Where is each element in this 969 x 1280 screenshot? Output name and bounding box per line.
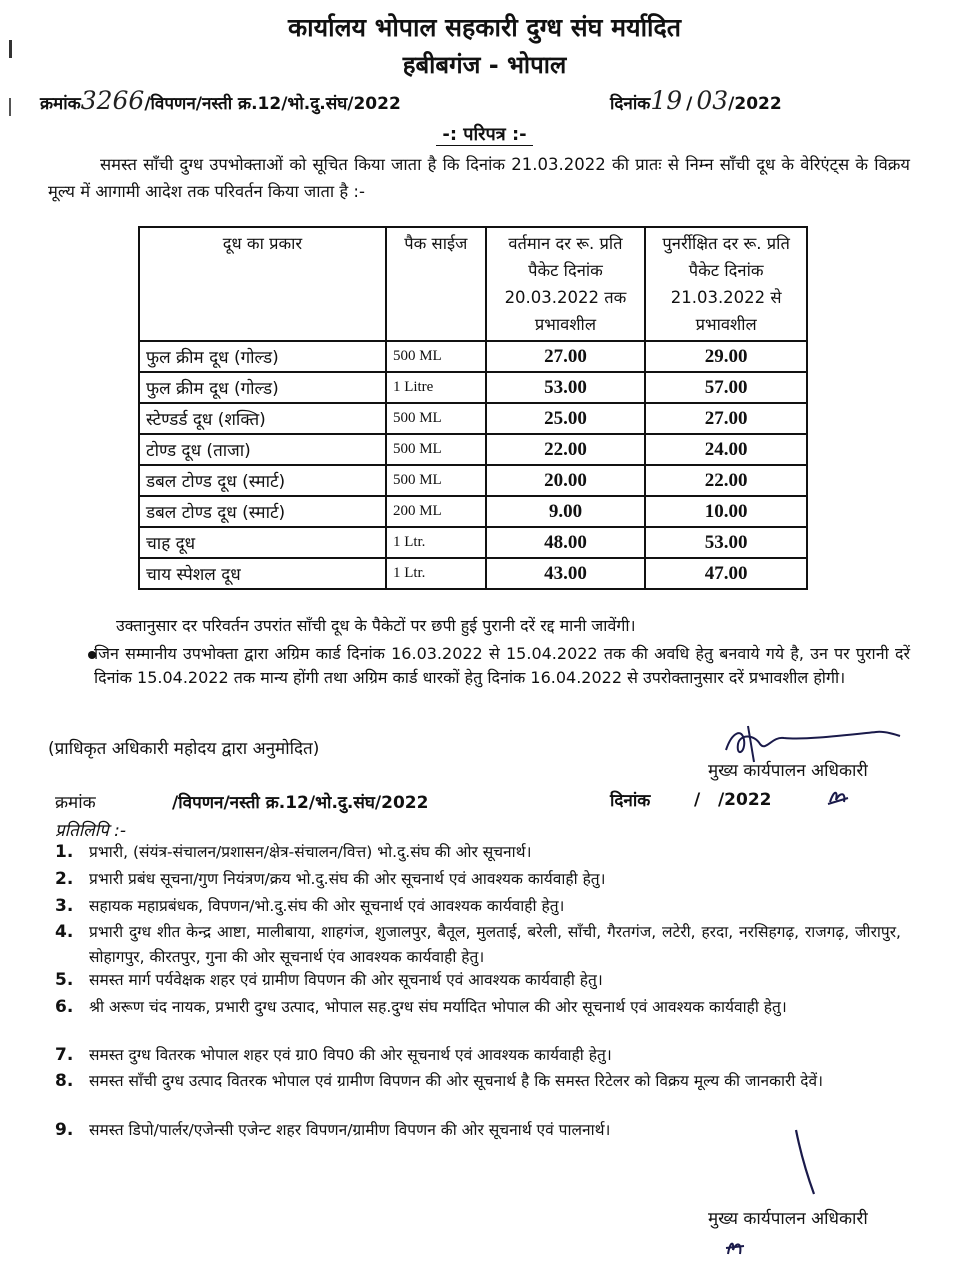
cell-pack-size: 1 Ltr. xyxy=(386,558,486,589)
list-item-text: समस्त डिपो/पार्लर/एजेन्सी एजेन्ट शहर विपणन/ग्रामीण विपणन की ओर सूचनार्थ एवं पालनार्थ। xyxy=(89,1121,611,1139)
circular-title-text: -: परिपत्र :- xyxy=(436,124,532,146)
cell-current-rate: 53.00 xyxy=(486,372,646,403)
initials-mark-bottom xyxy=(724,1236,746,1258)
ref2-path: /विपणन/नस्ती क्र.12/भो.दु.संघ/2022 xyxy=(172,793,429,813)
cell-current-rate: 27.00 xyxy=(486,341,646,372)
cell-revised-rate: 10.00 xyxy=(645,496,807,527)
list-item-text: श्री अरूण चंद नायक, प्रभारी दुग्ध उत्पाद, भोपाल सह.दुग्ध संघ मर्यादित भोपाल की ओर सूचनार्थ एवं आवश्यक कार्यवाही हेतु। xyxy=(89,998,787,1016)
approval-note: (प्राधिकृत अधिकारी महोदय द्वारा अनुमोदित) xyxy=(48,739,320,759)
cell-revised-rate: 57.00 xyxy=(645,372,807,403)
ref2-date: / /2022 xyxy=(694,790,772,810)
cell-milk-type: फुल क्रीम दूध (गोल्ड) xyxy=(139,341,386,372)
list-item-number: 2. xyxy=(55,869,74,889)
table-row xyxy=(139,434,807,465)
list-item-number: 6. xyxy=(55,997,74,1017)
cell-current-rate: 22.00 xyxy=(486,434,646,465)
list-item-number: 1. xyxy=(55,842,74,862)
office-title: कार्यालय भोपाल सहकारी दुग्ध संघ मर्यादित xyxy=(287,13,682,42)
col-header-pack-size: पैक साईज xyxy=(386,227,486,341)
cell-revised-rate: 29.00 xyxy=(645,341,807,372)
list-item-number: 3. xyxy=(55,896,74,916)
list-item-text: सहायक महाप्रबंधक, विपणन/भो.दु.संघ की ओर सूचनार्थ एवं आवश्यक कार्यवाही हेतु। xyxy=(89,897,565,915)
cell-pack-size: 500 ML xyxy=(386,341,486,372)
list-item-number: 5. xyxy=(55,970,74,990)
table-row xyxy=(139,558,807,589)
list-item-text: प्रभारी प्रबंध सूचना/गुण नियंत्रण/क्रय भो.दु.संघ की ओर सूचनार्थ एवं आवश्यक कार्यवाही हेतु। xyxy=(89,870,606,888)
table-row xyxy=(139,465,807,496)
ref-path: /विपणन/नस्ती क्र.12/भो.दु.संघ/2022 xyxy=(144,94,401,114)
table-row xyxy=(139,372,807,403)
ref-label: क्रमांक xyxy=(40,94,81,114)
cell-revised-rate: 27.00 xyxy=(645,403,807,434)
copy-list xyxy=(55,840,910,1140)
table-row xyxy=(139,341,807,372)
officer-title: मुख्य कार्यपालन अधिकारी xyxy=(708,761,868,781)
circular-title xyxy=(0,122,969,146)
office-address: हबीबगंज - भोपाल xyxy=(402,51,567,79)
cell-pack-size: 500 ML xyxy=(386,434,486,465)
cell-current-rate: 25.00 xyxy=(486,403,646,434)
ref-number-handwritten: 3266 xyxy=(80,86,145,115)
cell-current-rate: 20.00 xyxy=(486,465,646,496)
ref-date-line: दिनांक19 / 03/2022 xyxy=(610,86,782,115)
cell-milk-type: डबल टोण्ड दूध (स्मार्ट) xyxy=(139,465,386,496)
cell-pack-size: 1 Ltr. xyxy=(386,527,486,558)
table-row xyxy=(139,403,807,434)
cell-revised-rate: 47.00 xyxy=(645,558,807,589)
old-rates-cancel-note: उक्तानुसार दर परिवर्तन उपरांत साँची दूध के पैकेटों पर छपी हुई पुरानी दरें रद्द मानी जावेंगी। xyxy=(116,616,636,635)
list-item-number: 4. xyxy=(55,922,74,942)
cell-revised-rate: 53.00 xyxy=(645,527,807,558)
officer-title-bottom: मुख्य कार्यपालन अधिकारी xyxy=(708,1209,868,1229)
col-header-revised-rate: पुनर्रीक्षित दर रू. प्रति पैकेट दिनांक 21.03.2022 से प्रभावशील xyxy=(645,227,807,341)
list-item-text: समस्त साँची दुग्ध उत्पाद वितरक भोपाल एवं ग्रामीण विपणन की ओर सूचनार्थ है कि समस्त रिटेलर को विक्रय मूल्य की जानकारी देवें। xyxy=(89,1072,823,1090)
list-item-text: प्रभारी, (संयंत्र-संचालन/प्रशासन/क्षेत्र-संचालन/वित्त) भो.दु.संघ की ओर सूचनार्थ। xyxy=(89,843,532,861)
ref2-date-label: दिनांक xyxy=(610,791,651,811)
table-row xyxy=(139,527,807,558)
ref-date-label: दिनांक xyxy=(610,94,651,114)
ref-day-handwritten: 19 xyxy=(650,86,683,115)
col-header-milk-type: दूध का प्रकार xyxy=(139,227,386,341)
cell-milk-type: चाह दूध xyxy=(139,527,386,558)
cell-milk-type: डबल टोण्ड दूध (स्मार्ट) xyxy=(139,496,386,527)
cell-current-rate: 9.00 xyxy=(486,496,646,527)
margin-mark xyxy=(9,40,12,58)
list-item-number: 9. xyxy=(55,1120,74,1140)
list-item-number: 7. xyxy=(55,1045,74,1065)
ref2-label: क्रमांक xyxy=(55,793,96,813)
list-item-number: 8. xyxy=(55,1071,74,1091)
rates-table xyxy=(138,226,808,590)
ref-year: /2022 xyxy=(728,94,782,114)
table-row xyxy=(139,496,807,527)
margin-mark xyxy=(9,98,11,116)
copy-label: प्रतिलिपि :- xyxy=(55,821,127,841)
advance-card-note: जिन सम्मानीय उपभोक्ता द्वारा अग्रिम कार्ड दिनांक 16.03.2022 से 15.04.2022 तक की अवधि हेतु बनवाये गये है, उन पर पुरानी दरें दिनांक 15.04.2022 तक मान्य होंगी तथा अग्रिम कार्ड धारकों हेतु दिनांक 16.04.2022 से उपरोक्तानुसार दरें प्रभावशील होगी। xyxy=(94,644,910,687)
col-header-current-rate: वर्तमान दर रू. प्रति पैकेट दिनांक 20.03.2022 तक प्रभावशील xyxy=(486,227,646,341)
cell-milk-type: फुल क्रीम दूध (गोल्ड) xyxy=(139,372,386,403)
list-item-text: प्रभारी दुग्ध शीत केन्द्र आष्टा, मालीबाया, शाहगंज, शुजालपुर, बैतूल, मुलताई, बरेली, साँची, गैरतगंज, लटेरी, हरदा, नरसिहगढ़, राजगढ़, जीरापुर, सोहागपुर, कीरतपुर, गुना की ओर सूचनार्थ एंव आवश्यक कार्यवाही हेतु। xyxy=(89,923,901,966)
cell-pack-size: 200 ML xyxy=(386,496,486,527)
cell-milk-type: टोण्ड दूध (ताजा) xyxy=(139,434,386,465)
cell-revised-rate: 24.00 xyxy=(645,434,807,465)
intro-paragraph: समस्त साँची दुग्ध उपभोक्ताओं को सूचित किया जाता है कि दिनांक 21.03.2022 की प्रातः से निम्न साँची दूध के वेरिएंट्स के विक्रय मूल्य में आगामी आदेश तक परिवर्तन किया जाता है :- xyxy=(48,155,910,201)
ref-month-handwritten: 03 xyxy=(696,86,729,115)
list-item-text: समस्त दुग्ध वितरक भोपाल शहर एवं ग्रा0 विप0 की ओर सूचनार्थ एवं आवश्यक कार्यवाही हेतु। xyxy=(89,1046,612,1064)
cell-milk-type: चाय स्पेशल दूध xyxy=(139,558,386,589)
cell-pack-size: 1 Litre xyxy=(386,372,486,403)
ref-number-line xyxy=(40,86,401,115)
cell-current-rate: 43.00 xyxy=(486,558,646,589)
officer-signature-bottom xyxy=(790,1128,820,1198)
initials-mark xyxy=(826,786,852,808)
cell-pack-size: 500 ML xyxy=(386,403,486,434)
cell-milk-type: स्टेण्डर्ड दूध (शक्ति) xyxy=(139,403,386,434)
rates-table-header-row xyxy=(139,227,807,341)
list-item-text: समस्त मार्ग पर्यवेक्षक शहर एवं ग्रामीण विपणन की ओर सूचनार्थ एवं आवश्यक कार्यवाही हेतु। xyxy=(89,971,603,989)
cell-revised-rate: 22.00 xyxy=(645,465,807,496)
cell-pack-size: 500 ML xyxy=(386,465,486,496)
cell-current-rate: 48.00 xyxy=(486,527,646,558)
